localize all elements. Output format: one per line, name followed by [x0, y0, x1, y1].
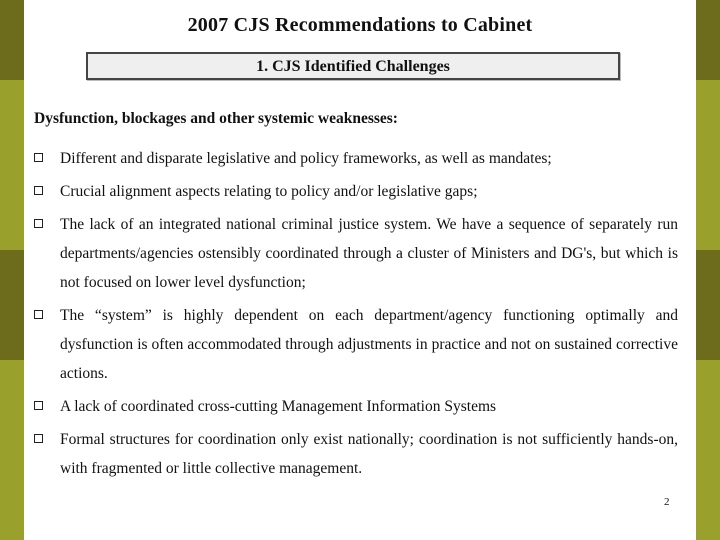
right-band-dark-mid — [696, 250, 720, 360]
right-band-light-bottom — [696, 360, 720, 540]
right-decorative-bar — [696, 0, 720, 540]
list-item — [34, 425, 678, 483]
challenge-list — [34, 144, 678, 487]
square-bullet-icon — [34, 219, 43, 228]
list-item-text: A lack of coordinated cross-cutting Management Information Systems — [60, 398, 497, 415]
square-bullet-icon — [34, 310, 43, 319]
square-bullet-icon — [34, 153, 43, 162]
list-item — [34, 210, 678, 297]
square-bullet-icon — [34, 401, 43, 410]
list-item — [34, 392, 678, 421]
left-band-light — [0, 80, 24, 250]
left-band-dark-top — [0, 0, 24, 80]
right-band-dark-top — [696, 0, 720, 80]
list-item-text: Crucial alignment aspects relating to policy and/or legislative gaps; — [60, 183, 478, 200]
page-number: 2 — [664, 496, 670, 508]
section-heading-box — [86, 52, 620, 80]
list-item-text: The “system” is highly dependent on each department/agency functioning optimally and dysfunction is often accommodated through adjustments in practice and not on sustained corrective actions. — [60, 307, 678, 382]
list-item-text: Different and disparate legislative and policy frameworks, as well as mandates; — [60, 150, 552, 167]
left-decorative-bar — [0, 0, 24, 540]
list-item-text: The lack of an integrated national criminal justice system. We have a sequence of separately run departments/agencies ostensibly coordinated through a cluster of Ministers and DG's, but which is not focused on lower level dysfunction; — [60, 216, 678, 291]
section-heading: 1. CJS Identified Challenges — [256, 58, 450, 75]
left-band-light-bottom — [0, 360, 24, 540]
intro-heading: Dysfunction, blockages and other systemic weaknesses: — [34, 110, 398, 127]
list-item-text: Formal structures for coordination only exist nationally; coordination is not sufficiently hands-on, with fragmented or little collective management. — [60, 431, 678, 477]
square-bullet-icon — [34, 434, 43, 443]
slide-title: 2007 CJS Recommendations to Cabinet — [187, 14, 533, 36]
list-item — [34, 177, 678, 206]
left-band-dark-mid — [0, 250, 24, 360]
list-item — [34, 301, 678, 388]
list-item — [34, 144, 678, 173]
right-band-light — [696, 80, 720, 250]
square-bullet-icon — [34, 186, 43, 195]
